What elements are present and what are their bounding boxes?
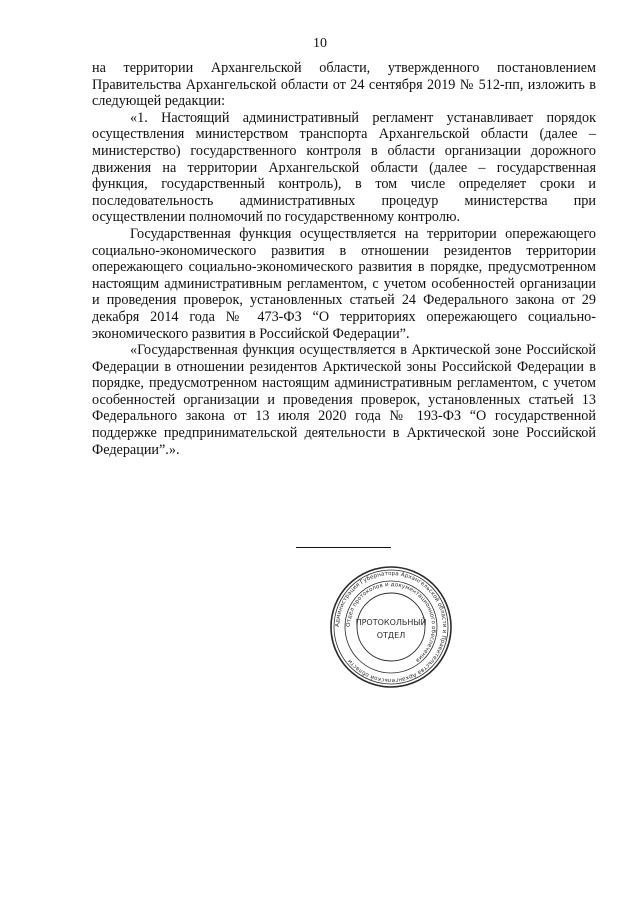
seal-stamp-graphic <box>329 565 453 689</box>
end-separator-line <box>296 547 391 548</box>
paragraph-regulation-clause: «1. Настоящий административный регламент устанавливает порядок осуществления министерством транспорта Архангельской области (далее – министерство) государственного контроля в области организации дорожного движения на территории Архангельской области (далее – государственная функция, государственный контроль), в том числе определяет сроки и последовательность административных процедур министерства при осуществлении полномочий по государственному контролю. <box>92 109 596 226</box>
paragraph-continuation: на территории Архангельской области, утвержденного постановлением Правительства Архангельской области от 24 сентября 2019 № 512-пп, изложить в следующей редакции: <box>92 60 596 110</box>
seal-outer-text: Администрация Губернатора Архангельской области и Правительства Архангельской области <box>334 570 448 684</box>
page-number: 10 <box>313 36 327 51</box>
paragraph-advanced-development-territory: Государственная функция осуществляется на территории опережающего социально-экономического развития в отношении резидентов территории опережающего социально-экономического развития в порядке, предусмотренном настоящим административным регламентом, с учетом особенностей организации и проведения проверок, установленных статьей 24 Федерального закона от 29 декабря 2014 года № 473-ФЗ “О территориях опережающего социально-экономического развития в Российской Федерации”. <box>92 225 596 342</box>
protocol-department-seal <box>329 565 453 689</box>
seal-inner-ring <box>357 593 425 661</box>
seal-center-line-2: ОТДЕЛ <box>376 631 406 640</box>
seal-center-line-1: ПРОТОКОЛЬНЫЙ <box>355 618 427 627</box>
seal-middle-ring <box>345 581 437 673</box>
document-body <box>92 60 596 458</box>
seal-middle-text: Отдел протоколов и документационного обеспечения <box>345 581 437 664</box>
paragraph-arctic-zone: «Государственная функция осуществляется в Арктической зоне Российской Федерации в отношении резидентов Арктической зоны Российской Федерации в порядке, предусмотренном настоящим административным регламентом, с учетом особенностей организации и проведения проверок, установленных статьей 13 Федерального закона от 13 июля 2020 года № 193-ФЗ “О государственной поддержке предпринимательской деятельности в Арктической зоне Российской Федерации”.». <box>92 342 596 458</box>
